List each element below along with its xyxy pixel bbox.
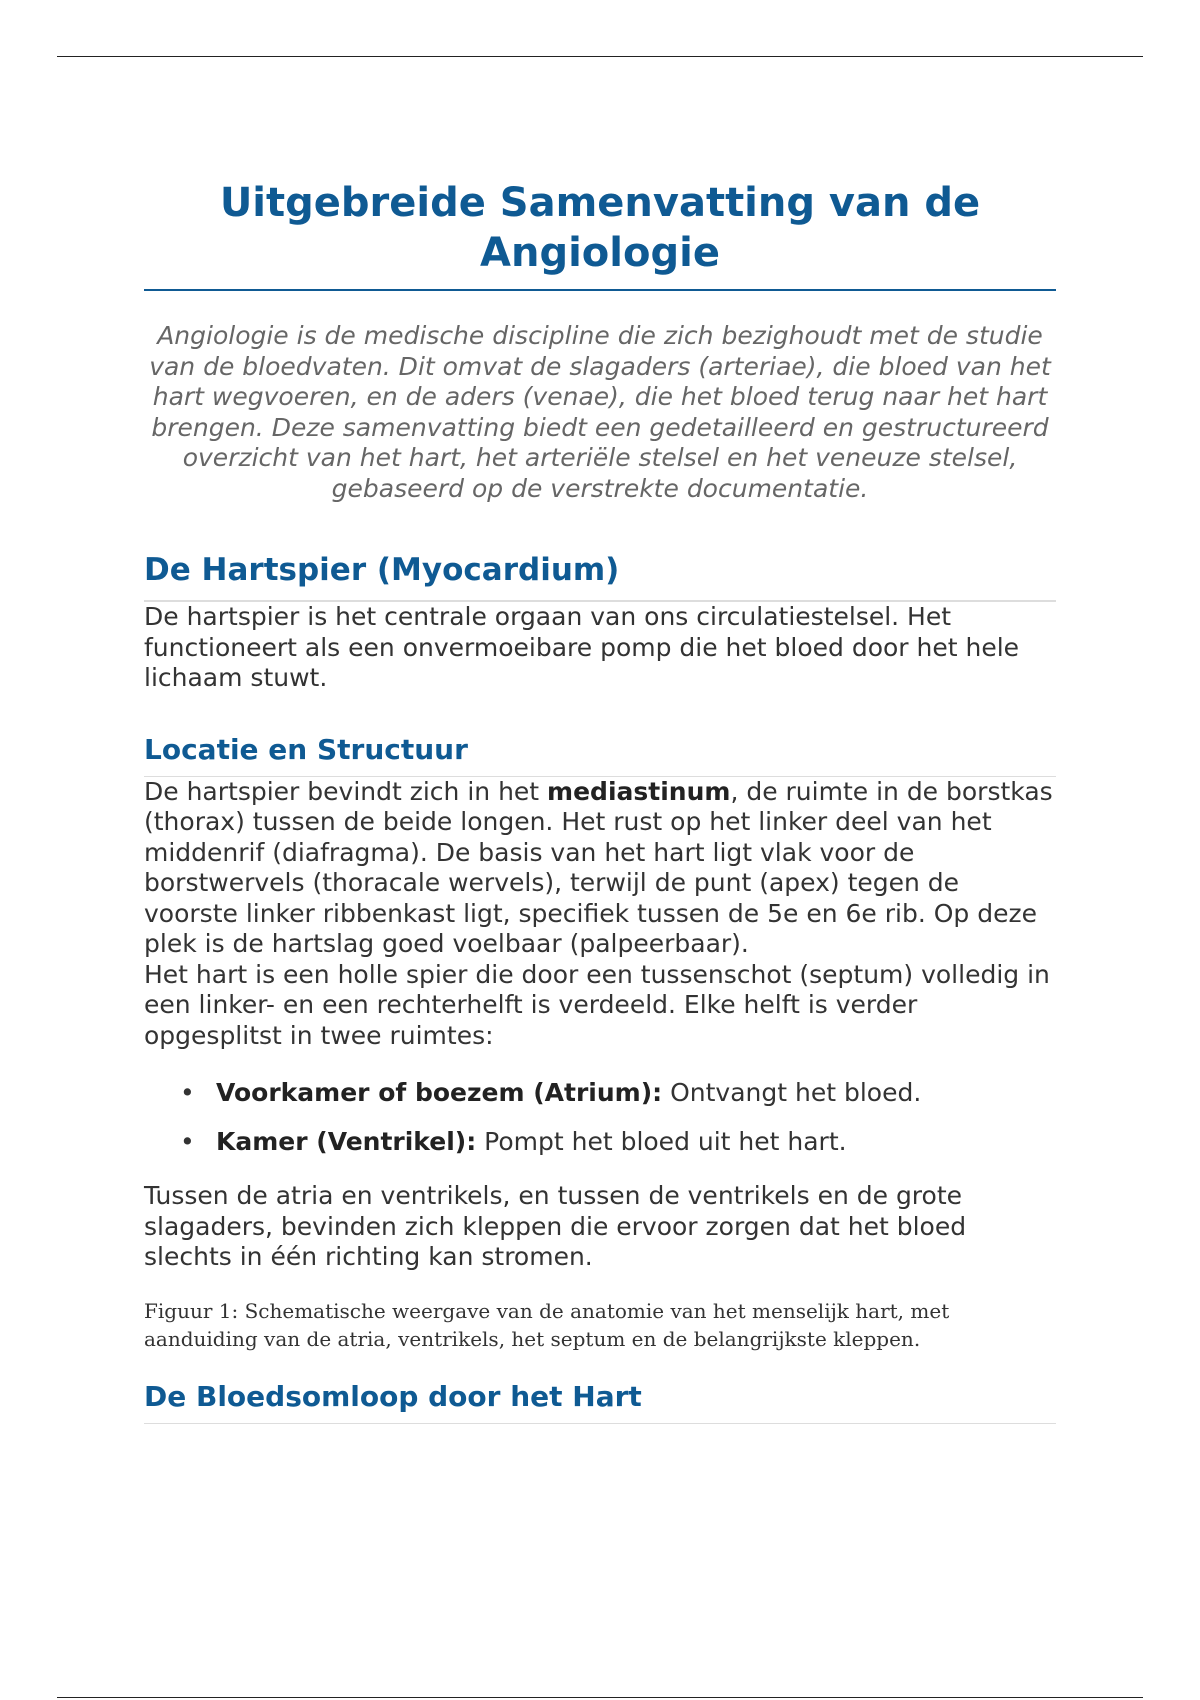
structure-paragraph: Het hart is een holle spier die door een tussenschot (septum) volledig in een linker- en een rechterhelft is verdeeld. Elke helft is verder opgesplitst in twee ruimtes: — [144, 959, 1050, 1050]
figure-caption: Figuur 1: Schematische weergave van de anatomie van het menselijk hart, met aanduiding van de atria, ventrikels, het septum en de belangrijkste kleppen. — [144, 1298, 950, 1351]
valves-paragraph: Tussen de atria en ventrikels, en tussen de ventrikels en de grote slagaders, bevinden zich kleppen die ervoor zorgen dat het bloed slechts in één richting kan stromen. — [144, 1181, 967, 1271]
page-header-rule — [57, 56, 1143, 57]
list-item-atrium — [144, 1078, 1056, 1109]
document-title: Uitgebreide Samenvatting van de Angiologie — [144, 178, 1056, 291]
chamber-list — [144, 1078, 1056, 1157]
location-paragraph — [144, 777, 1056, 960]
list-item-ventricle — [144, 1127, 1056, 1158]
intro-paragraph: Angiologie is de medische discipline die zich bezighoudt met de studie van de bloedvaten. Dit omvat de slagaders (arteriae), die bloed van het hart wegvoeren, en de aders (venae), die het bloed terug naar het hart brengen. Deze samenvatting biedt een gedetailleerd en gestructureerd overzicht van het hart, het arteriële stelsel en het veneuze stelsel, gebaseerd op de verstrekte documentatie. — [149, 321, 1051, 503]
subsection-heading-location: Locatie en Structuur — [144, 732, 1056, 777]
ventricle-term: Kamer (Ventrikel): — [216, 1126, 477, 1156]
bullet-marker: • — [180, 1126, 195, 1156]
document-body — [144, 178, 1056, 1424]
section-heading-myocardium: De Hartspier (Myocardium) — [144, 550, 1056, 602]
subsection-heading-bloodflow: De Bloedsomloop door het Hart — [144, 1379, 1056, 1424]
page-footer-rule — [57, 1697, 1143, 1698]
mediastinum-term: mediastinum — [547, 776, 731, 806]
location-text-rest: , de ruimte in de borstkas (thorax) tussen de beide longen. Het rust op het linker deel van het middenrif (diafragma). De basis van het hart ligt vlak voor de borstwervels (thoracale wervels), terwijl de punt (apex) tegen de voorste linker ribbenkast ligt, specifiek tussen de 5e en 6e rib. Op deze plek is de hartslag goed voelbaar (palpeerbaar). — [144, 776, 1053, 958]
myocardium-paragraph: De hartspier is het centrale orgaan van ons circulatiestelsel. Het functioneert als een onvermoeibare pomp die het bloed door het hele lichaam stuwt. — [144, 602, 1020, 692]
location-text-start: De hartspier bevindt zich in het — [144, 776, 548, 806]
atrium-description: Ontvangt het bloed. — [662, 1078, 922, 1107]
atrium-term: Voorkamer of boezem (Atrium): — [216, 1078, 663, 1107]
ventricle-description: Pompt het bloed uit het hart. — [476, 1126, 847, 1156]
bullet-marker: • — [180, 1078, 195, 1107]
